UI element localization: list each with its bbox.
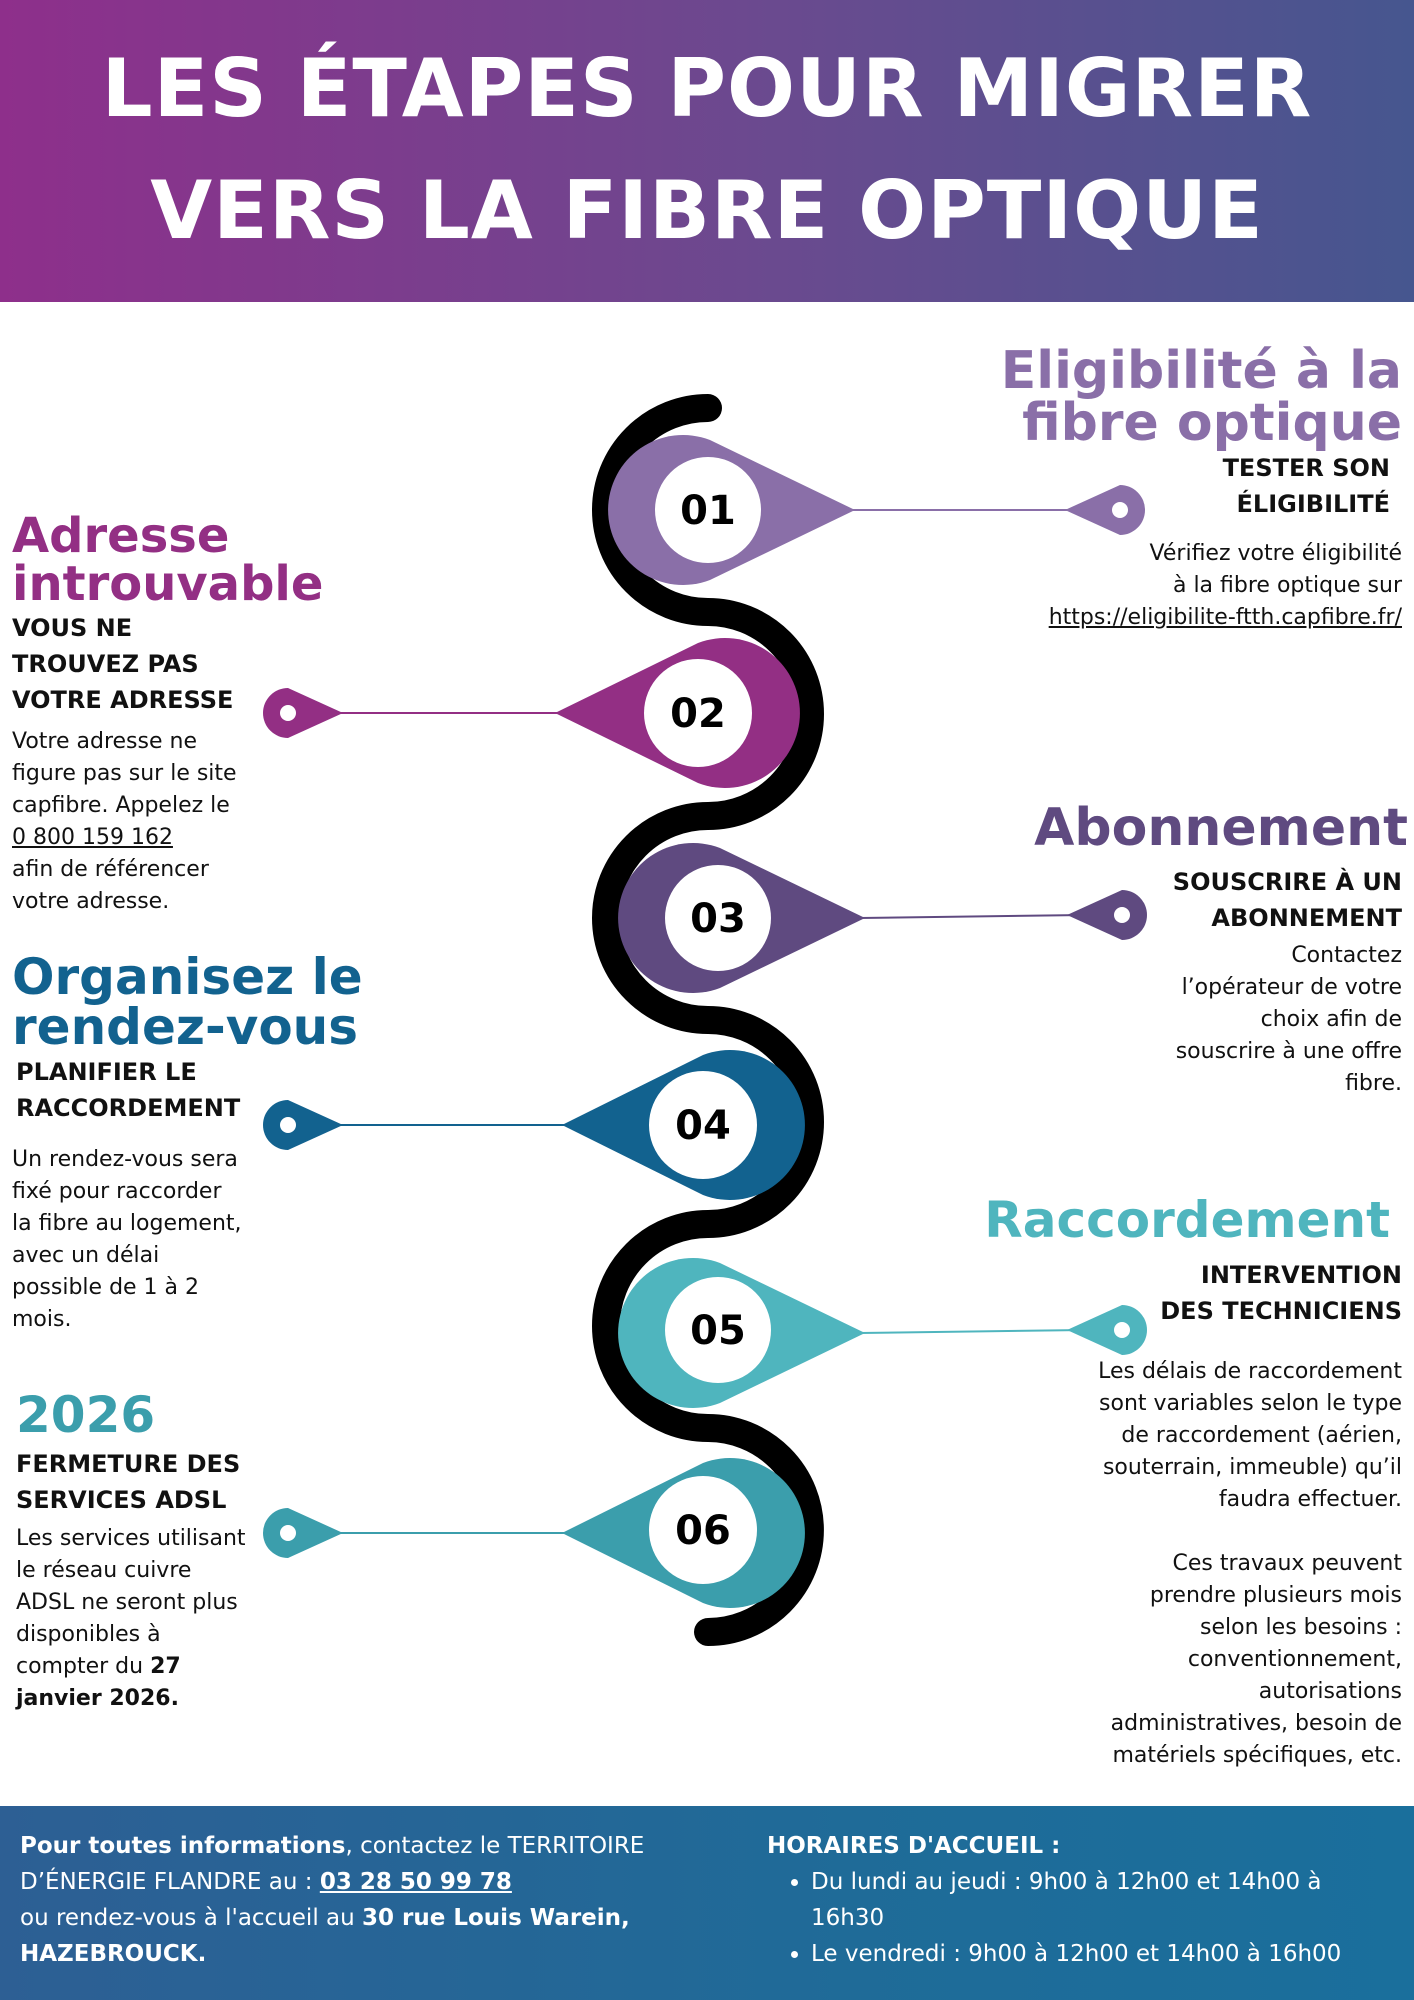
step-06-marker bbox=[263, 1458, 805, 1608]
page-title-line-1: LES ÉTAPES POUR MIGRER bbox=[101, 42, 1313, 135]
step-02-description: Votre adresse ne figure pas sur le site capfibre. Appelez le 0 800 159 162 afin de référencer votre adresse. bbox=[12, 729, 237, 914]
step-03-subtitle: SOUSCRIRE À UN ABONNEMENT bbox=[1172, 868, 1402, 932]
step-01-title: Eligibilité à la fibre optique bbox=[1000, 341, 1402, 453]
step-05-title: Raccordement bbox=[984, 1191, 1390, 1249]
step-04-title: Organisez le rendez-vous bbox=[12, 948, 363, 1056]
hours-item: • Du lundi au jeudi : 9h00 à 12h00 et 14h00 à 16h30 bbox=[811, 1864, 1397, 1936]
footer-hours bbox=[767, 1828, 1397, 1972]
step-04-subtitle: PLANIFIER LE RACCORDEMENT bbox=[16, 1058, 241, 1122]
step-02-subtitle: VOUS NE TROUVEZ PAS VOTRE ADRESSE bbox=[12, 614, 234, 714]
step-03-marker bbox=[618, 843, 1147, 993]
footer bbox=[0, 1806, 1414, 2000]
step-06-number: 06 bbox=[675, 1508, 731, 1554]
eligibility-link[interactable]: https://eligibilite-ftth.capfibre.fr/ bbox=[1048, 605, 1402, 630]
hours-item: • Le vendredi : 9h00 à 12h00 et 14h00 à 16h00 bbox=[811, 1936, 1397, 1972]
step-06-subtitle: FERMETURE DES SERVICES ADSL bbox=[16, 1450, 241, 1514]
step-05-number: 05 bbox=[690, 1308, 746, 1354]
step-06-description: Les services utilisant le réseau cuivre ADSL ne seront plus disponibles à compter du 27 janvier 2026. bbox=[16, 1526, 246, 1711]
step-01-number: 01 bbox=[680, 488, 736, 534]
step-02-title: Adresse introuvable bbox=[12, 508, 324, 612]
step-05-description: Les délais de raccordement sont variables selon le type de raccordement (aérien, souterrain, immeuble) qu’il faudra effectuer. Ces travaux peuvent prendre plusieurs mois selon les besoins : conventionnement, autorisations administratives, besoin de matériels spécifiques, etc. bbox=[1098, 1359, 1402, 1768]
step-05-marker bbox=[618, 1258, 1147, 1408]
step-03-description: Contactez l’opérateur de votre choix afin de souscrire à une offre fibre. bbox=[1175, 943, 1402, 1096]
step-03-number: 03 bbox=[690, 896, 746, 942]
step-06-title: 2026 bbox=[16, 1386, 156, 1444]
hours-list bbox=[767, 1864, 1397, 1972]
step-02-marker bbox=[263, 638, 800, 788]
step-04-number: 04 bbox=[675, 1103, 731, 1149]
timeline-wave bbox=[606, 408, 810, 1632]
step-01-description: Vérifiez votre éligibilité à la fibre optique sur https://eligibilite-ftth.capfibre.fr/ bbox=[1049, 538, 1402, 634]
hours-title: HORAIRES D'ACCUEIL : bbox=[767, 1833, 1061, 1859]
step-01-subtitle: TESTER SON ÉLIGIBILITÉ bbox=[1222, 454, 1390, 518]
footer-contact: Pour toutes informations, contactez le TERRITOIRE D’ÉNERGIE FLANDRE au : 03 28 50 99 78 ou rendez-vous à l'accueil au 30 rue Louis Warein, HAZEBROUCK. bbox=[20, 1833, 645, 1967]
step-05-subtitle: INTERVENTION DES TECHNICIENS bbox=[1160, 1261, 1402, 1325]
capfibre-phone-link[interactable]: 0 800 159 162 bbox=[12, 825, 173, 850]
step-03-title: Abonnement bbox=[1034, 798, 1408, 858]
step-02-number: 02 bbox=[670, 691, 726, 737]
step-04-marker bbox=[263, 1050, 805, 1200]
page-title-line-2: VERS LA FIBRE OPTIQUE bbox=[150, 164, 1264, 257]
footer-phone-link[interactable]: 03 28 50 99 78 bbox=[319, 1869, 512, 1895]
step-04-description: Un rendez-vous sera fixé pour raccorder la fibre au logement, avec un délai possible de 1 à 2 mois. bbox=[12, 1147, 242, 1332]
